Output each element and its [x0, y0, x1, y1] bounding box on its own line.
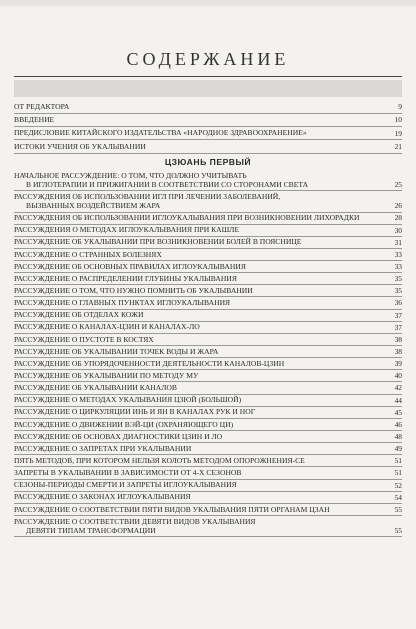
toc-entry — [14, 225, 402, 236]
toc-entry-title — [14, 408, 386, 417]
toc-entry-line-continuation: ДЕВЯТИ ТИПАМ ТРАНСФОРМАЦИИ — [26, 525, 156, 535]
toc-entry-line: РАССУЖДЕНИЕ ОБ УКАЛЫВАНИИ ПРИ ВОЗНИКНОВЕНИИ БОЛЕЙ В ПОЯСНИЦЕ — [14, 237, 302, 247]
toc-entry — [14, 420, 402, 431]
toc-entry-line: РАССУЖДЕНИЯ ОБ ИСПОЛЬЗОВАНИИ ИГЛОУКАЛЫВАНИЯ ПРИ ВОЗНИКНОВЕНИИ ЛИХОРАДКИ — [14, 213, 360, 223]
toc-entry — [14, 262, 402, 273]
toc-entry — [14, 141, 402, 154]
main-toc-list — [14, 171, 402, 538]
toc-entry-page: 10 — [394, 115, 402, 125]
toc-entry-page: 37 — [394, 322, 402, 332]
toc-entry-line: НАЧАЛЬНОЕ РАССУЖДЕНИЕ: О ТОМ, ЧТО ДОЛЖНО УЧИТЫВАТЬ — [14, 171, 247, 180]
toc-entry-page: 31 — [394, 237, 402, 247]
toc-entry-title — [14, 214, 386, 223]
toc-entry-title — [14, 172, 386, 190]
toc-entry-title — [14, 469, 386, 478]
toc-entry-title: ВВЕДЕНИЕ — [14, 114, 55, 124]
toc-entry — [14, 383, 402, 394]
toc-entry-line: РАССУЖДЕНИЕ О ПУСТОТЕ В КОСТЯХ — [14, 334, 154, 344]
toc-entry-page: 35 — [394, 274, 402, 284]
toc-entry-title — [14, 384, 386, 393]
toc-entry-page: 30 — [394, 225, 402, 235]
toc-entry-page: 55 — [394, 504, 402, 514]
toc-entry-line: РАССУЖДЕНИЕ О ЗАПРЕТАХ ПРИ УКАЛЫВАНИИ — [14, 443, 192, 453]
toc-entry-page: 38 — [394, 346, 402, 356]
toc-entry-page: 35 — [394, 286, 402, 296]
toc-entry-line: РАССУЖДЕНИЯ О МЕТОДАХ ИГЛОУКАЛЫВАНИЯ ПРИ КАШЛЕ — [14, 225, 240, 235]
toc-entry-page: 54 — [394, 492, 402, 502]
toc-entry-page: 45 — [394, 407, 402, 417]
toc-entry — [14, 480, 402, 491]
toc-entry-page: 44 — [394, 395, 402, 405]
toc-entry — [14, 492, 402, 503]
toc-entry-page: 33 — [394, 249, 402, 259]
toc-entry — [14, 237, 402, 248]
toc-entry-line: ЗАПРЕТЫ В УКАЛЫВАНИИ В ЗАВИСИМОСТИ ОТ 4-Х СЕЗОНОВ — [14, 468, 242, 478]
toc-entry — [14, 171, 402, 191]
toc-entry-line: ПЯТЬ МЕТОДОВ, ПРИ КОТОРОМ НЕЛЬЗЯ КОЛОТЬ МЕТОДОМ ОПОРОЖНЕНИЯ-СЕ — [14, 456, 305, 465]
toc-entry-line: РАССУЖДЕНИЕ О СООТВЕТСТВИИ ДЕВЯТИ ВИДОВ УКАЛЫВАНИЯ — [14, 516, 256, 526]
toc-entry-title — [14, 433, 386, 442]
toc-entry — [14, 395, 402, 406]
toc-entry-title — [14, 348, 386, 357]
toc-entry-page: 48 — [394, 431, 402, 441]
toc-entry-line: РАССУЖДЕНИЕ О ТОМ, ЧТО НУЖНО ПОМНИТЬ ОБ УКАЛЫВАНИИ — [14, 286, 253, 296]
toc-entry-page: 51 — [394, 468, 402, 478]
toc-entry — [14, 335, 402, 346]
toc-entry — [14, 250, 402, 261]
toc-entry-title — [14, 445, 386, 454]
toc-entry-page: 26 — [394, 201, 402, 211]
toc-entry-title — [14, 336, 386, 345]
toc-entry-page: 9 — [398, 101, 402, 111]
toc-entry — [14, 359, 402, 370]
toc-entry — [14, 407, 402, 418]
grey-banner — [14, 80, 402, 97]
toc-entry-line: РАССУЖДЕНИЕ О МЕТОДАХ УКАЛЫВАНИЯ ЦЗЮЙ (БОЛЬШОЙ) — [14, 395, 242, 405]
toc-entry-line: РАССУЖДЕНИЕ О СТРАННЫХ БОЛЕЗНЯХ — [14, 249, 162, 259]
toc-entry-line: РАССУЖДЕНИЕ О РАСПРЕДЕЛЕНИИ ГЛУБИНЫ УКАЛЫВАНИЯ — [14, 273, 237, 283]
toc-entry-page: 52 — [394, 480, 402, 490]
toc-entry — [14, 468, 402, 479]
toc-entry-title — [14, 481, 386, 490]
toc-entry-title: ОТ РЕДАКТОРА — [14, 101, 70, 111]
toc-entry-page: 25 — [394, 180, 402, 190]
toc-entry-page: 55 — [394, 525, 402, 535]
toc-entry-page: 38 — [394, 334, 402, 344]
toc-entry-title — [14, 323, 386, 332]
intro-toc-list — [14, 101, 402, 154]
toc-entry-title — [14, 506, 386, 515]
toc-entry-page: 39 — [394, 359, 402, 369]
toc-entry — [14, 456, 402, 467]
toc-entry — [14, 114, 402, 127]
toc-entry-title — [14, 421, 386, 430]
toc-entry — [14, 322, 402, 333]
toc-entry-title — [14, 238, 386, 247]
toc-entry-title — [14, 311, 386, 320]
toc-entry — [14, 128, 402, 141]
toc-entry-page: 21 — [394, 141, 402, 151]
toc-entry-page: 46 — [394, 419, 402, 429]
toc-entry-title — [14, 263, 386, 272]
toc-entry — [14, 286, 402, 297]
section-title: ЦЗЮАНЬ ПЕРВЫЙ — [164, 157, 252, 167]
toc-entry-page: 19 — [394, 128, 402, 138]
toc-entry-page: 40 — [394, 371, 402, 381]
toc-entry-line: РАССУЖДЕНИЕ ОБ ОСНОВАХ ДИАГНОСТИКИ ЦЗИН И ЛО — [14, 431, 223, 441]
toc-entry — [14, 192, 402, 212]
toc-entry-line: РАССУЖДЕНИЕ ОБ ОСНОВНЫХ ПРАВИЛАХ ИГЛОУКАЛЫВАНИЯ — [14, 261, 246, 271]
toc-entry-line: РАССУЖДЕНИЕ ОБ ОТДЕЛАХ КОЖИ — [14, 310, 144, 320]
toc-entry — [14, 298, 402, 309]
toc-entry-page: 36 — [394, 298, 402, 308]
toc-entry-title — [14, 360, 386, 369]
toc-entry-page: 49 — [394, 444, 402, 454]
toc-entry — [14, 505, 402, 516]
top-edge — [0, 0, 416, 6]
toc-entry-line: РАССУЖДЕНИЕ ОБ УКАЛЫВАНИИ ТОЧЕК ВОДЫ И ЖАРА — [14, 346, 219, 356]
toc-entry-line: РАССУЖДЕНИЕ О ДВИЖЕНИИ ВЭЙ-ЦИ (ОХРАНЯЮЩЕГО ЦИ) — [14, 419, 234, 429]
toc-entry-line: СЕЗОНЫ-ПЕРИОДЫ СМЕРТИ И ЗАПРЕТЫ ИГЛОУКАЛЫВАНИЯ — [14, 480, 237, 490]
toc-entry — [14, 444, 402, 455]
toc-entry — [14, 517, 402, 537]
toc-entry — [14, 274, 402, 285]
toc-entry — [14, 432, 402, 443]
toc-entry-title — [14, 226, 386, 235]
toc-entry-line-continuation: ВЫЗВАННЫХ ВОЗДЕЙСТВИЕМ ЖАРА — [26, 201, 161, 211]
toc-entry-title: ПРЕДИСЛОВИЕ КИТАЙСКОГО ИЗДАТЕЛЬСТВА «НАРОДНОЕ ЗДРАВООХРАНЕНИЕ» — [14, 128, 307, 138]
toc-entry-line: РАССУЖДЕНИЕ О СООТВЕТСТВИИ ПЯТИ ВИДОВ УКАЛЫВАНИЯ ПЯТИ ОРГАНАМ ЦЗАН — [14, 504, 330, 514]
toc-entry-line: РАССУЖДЕНИЯ ОБ ИСПОЛЬЗОВАНИИ ИГЛ ПРИ ЛЕЧЕНИИ ЗАБОЛЕВАНИЙ, — [14, 192, 281, 202]
toc-entry-title: ИСТОКИ УЧЕНИЯ ОБ УКАЛЫВАНИИ — [14, 141, 146, 151]
toc-entry-line: РАССУЖДЕНИЕ ОБ УКАЛЫВАНИИ ПО МЕТОДУ МУ — [14, 371, 199, 381]
toc-entry-line: РАССУЖДЕНИЕ ОБ УПОРЯДОЧЕННОСТИ ДЕЯТЕЛЬНОСТИ КАНАЛОВ-ЦЗИН — [14, 358, 285, 368]
toc-entry-title — [14, 493, 386, 502]
toc-entry-line: РАССУЖДЕНИЕ О ГЛАВНЫХ ПУНКТАХ ИГЛОУКАЛЫВАНИЯ — [14, 298, 231, 308]
toc-entry-title — [14, 275, 386, 284]
toc-entry-title — [14, 518, 386, 536]
toc-entry-title — [14, 396, 386, 405]
toc-entry-page: 37 — [394, 310, 402, 320]
toc-entry-page: 28 — [394, 213, 402, 223]
toc-entry-line-continuation: В ИГЛОТЕРАПИИ И ПРИЖИГАНИИ В СООТВЕТСТВИИ СО СТОРОНАМИ СВЕТА — [26, 179, 309, 189]
toc-entry — [14, 101, 402, 114]
toc-entry-title — [14, 193, 386, 211]
toc-entry — [14, 371, 402, 382]
toc-entry-title — [14, 287, 386, 296]
toc-entry-page: 51 — [394, 456, 402, 466]
toc-entry-title — [14, 457, 386, 466]
toc-entry-line: РАССУЖДЕНИЕ О КАНАЛАХ-ЦЗИН И КАНАЛАХ-ЛО — [14, 322, 200, 332]
toc-entry-title — [14, 299, 386, 308]
toc-entry-page: 33 — [394, 261, 402, 271]
toc-entry-title — [14, 372, 386, 381]
toc-entry-line: РАССУЖДЕНИЕ ОБ УКАЛЫВАНИИ КАНАЛОВ — [14, 383, 177, 393]
toc-entry-line: РАССУЖДЕНИЕ О ЦИРКУЛЯЦИИ ИНЬ И ЯН В КАНАЛАХ РУК И НОГ — [14, 407, 256, 417]
toc-entry — [14, 310, 402, 321]
toc-entry-title — [14, 251, 386, 260]
toc-entry — [14, 213, 402, 224]
title-rule — [14, 76, 402, 77]
toc-entry — [14, 347, 402, 358]
page-title: СОДЕРЖАНИЕ — [126, 49, 290, 69]
toc-entry-page: 42 — [394, 383, 402, 393]
toc-entry-line: РАССУЖДЕНИЕ О ЗАКОНАХ ИГЛОУКАЛЫВАНИЯ — [14, 492, 191, 502]
